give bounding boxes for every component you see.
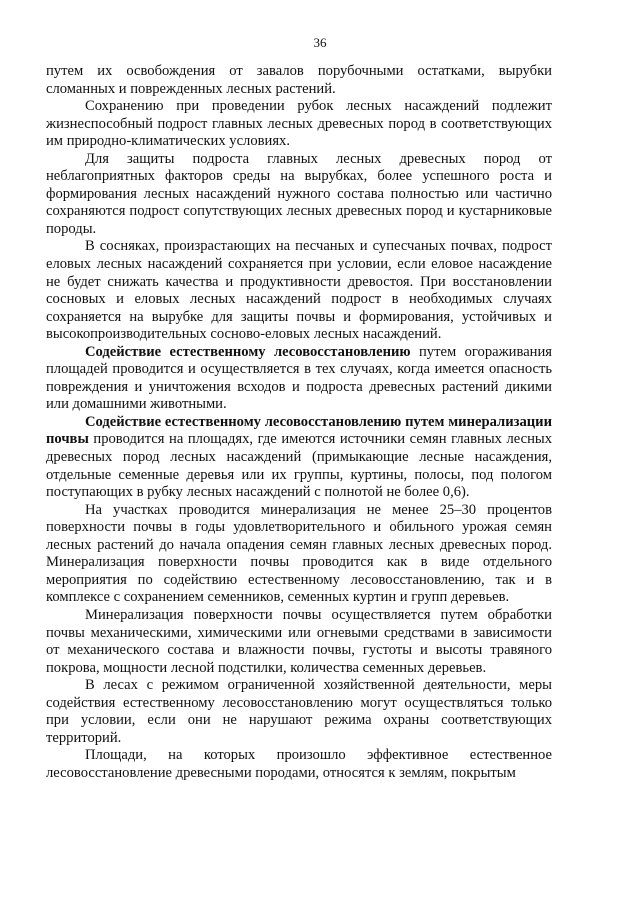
paragraph-bold-lead: Содействие естественному лесовосстановлению путем минерализации почвы [46,413,552,448]
paragraph-text: Площади, на которых произошло эффективное естественное лесовосстановление древесными породами, относятся к землям, покрытым [46,747,552,781]
body-text [46,63,552,782]
paragraph-text: проводится на площадях, где имеются источники семян главных лесных древесных пород лесных насаждений (примыкающие лесные насаждения, отдельные семенные деревья или их группы, куртины, полосы, под пологом поступающих в рубку лесных насаждений с полнотой не более 0,6). [46,431,552,501]
paragraph-6 [46,414,552,502]
paragraph-1 [46,63,552,98]
paragraph-7 [46,502,552,607]
paragraph-2 [46,98,552,151]
paragraph-text: В сосняках, произрастающих на песчаных и супесчаных почвах, подрост еловых лесных насаждений сохраняется при условии, если еловое насаждение не будет снижать качества и продуктивности древостоя. При восстановлении сосновых и еловых лесных насаждений подрост в необходимых случаях сохраняется на вырубке для защиты почвы и формирования, устойчивых и высокопроизводительных сосново-еловых лесных насаждений. [46,238,552,343]
paragraph-4 [46,238,552,343]
paragraph-9 [46,677,552,747]
paragraph-5 [46,344,552,414]
page-number: 36 [313,35,327,50]
paragraph-3 [46,151,552,239]
paragraph-text: Минерализация поверхности почвы осуществляется путем обработки почвы механическими, химическими или огневыми средствами в зависимости от механического состава и влажности почвы, густоты и высоты травяного покрова, мощности лесной подстилки, количества семенных деревьев. [46,606,552,676]
paragraph-text: путем огораживания площадей проводится и осуществляется в тех случаях, когда имеется опасность повреждения и уничтожения всходов и подроста древесных растений дикими или домашними животными. [46,343,553,413]
paragraph-text: путем их освобождения от завалов порубочными остатками, вырубки сломанных и поврежденных лесных растений. [46,63,552,97]
paragraph-text: На участках проводится минерализация не менее 25–30 процентов поверхности почвы в годы удовлетворительного и обильного урожая семян лесных растений до начала опадения семян главных лесных древесных пород. Минерализация поверхности почвы проводится как в виде отдельного мероприятия по содействию естественному лесовосстановлению, так и в комплексе с сохранением семенников, семенных куртин и групп деревьев. [46,501,552,606]
paragraph-10 [46,747,552,782]
paragraph-text: В лесах с режимом ограниченной хозяйственной деятельности, меры содействия естественному лесовосстановлению могут осуществляться только при условии, если они не нарушают режима охраны соответствующих территорий. [46,677,552,746]
paragraph-text: Для защиты подроста главных лесных древесных пород от неблагоприятных факторов среды на вырубках, более успешного роста и формирования лесных насаждений нужного состава полностью или частично сохраняются подрост сопутствующих лесных древесных пород и кустарниковые породы. [46,150,552,237]
paragraph-bold-lead: Содействие естественному лесовосстановлению [85,343,411,360]
paragraph-8 [46,607,552,677]
paragraph-text: Сохранению при проведении рубок лесных насаждений подлежит жизнеспособный подрост главных лесных древесных пород в соответствующих им природно-климатических условиях. [46,98,552,150]
